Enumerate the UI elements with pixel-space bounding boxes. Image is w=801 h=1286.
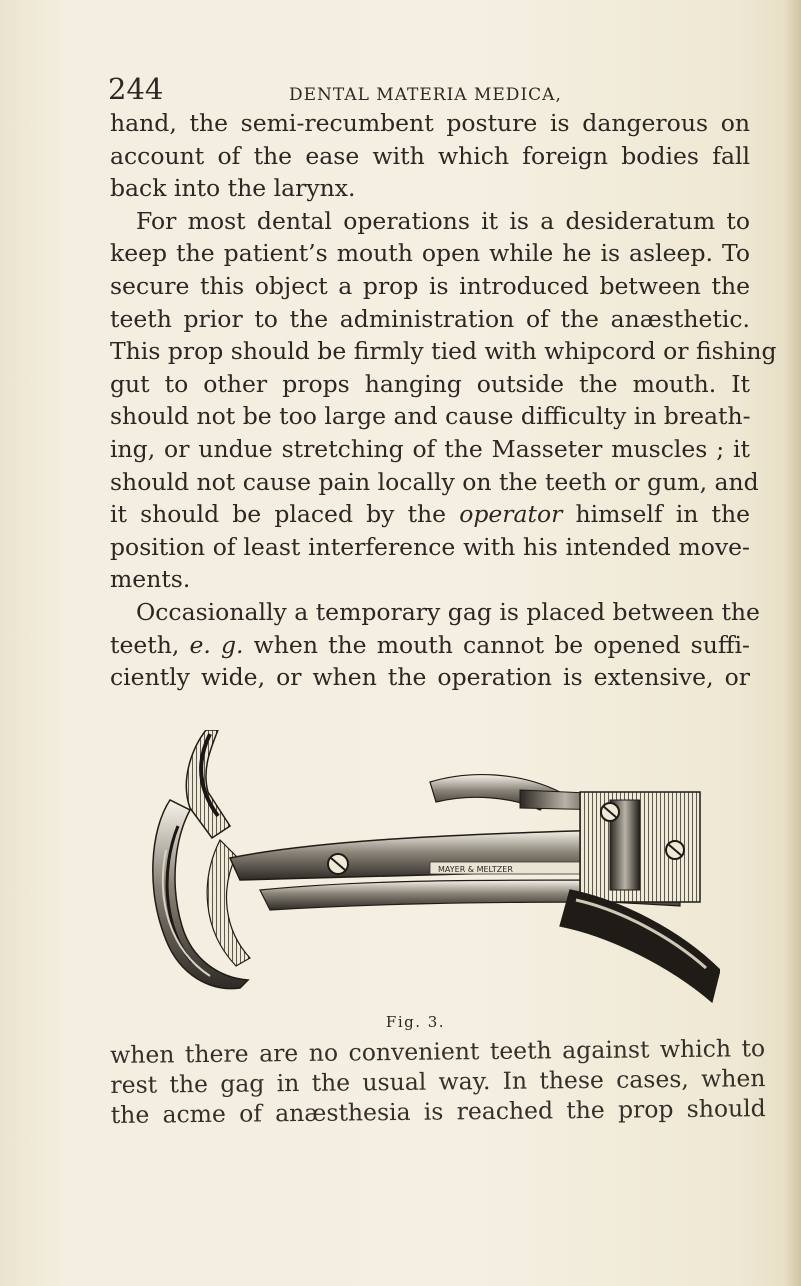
italic-eg: e. g.: [189, 630, 244, 659]
text-line: secure this object a prop is introduced between the: [110, 271, 750, 300]
text-line: ing, or undue stretching of the Masseter muscles ; it: [110, 434, 750, 463]
text-line-with-italic: it should be placed by the operator himself in the: [110, 500, 750, 529]
text-line: ments.: [110, 565, 191, 594]
text-line: For most dental operations it is a desideratum to: [136, 206, 750, 235]
page-edge-shadow: [785, 0, 801, 1286]
page-number: 244: [108, 72, 164, 106]
figure-mouth-gag: [140, 730, 720, 1006]
text-line: Occasionally a temporary gag is placed between the: [136, 597, 760, 626]
text-line: This prop should be firmly tied with whipcord or fishing: [110, 337, 777, 366]
text-line: rest the gag in the usual way. In these cases, when: [110, 1064, 766, 1099]
mouth-gag-illustration: [140, 730, 720, 1006]
running-head: DENTAL MATERIA MEDICA,: [289, 85, 562, 105]
text-line: account of the ease with which foreign bodies fall: [110, 141, 750, 170]
text-line: when there are no convenient teeth against which to: [110, 1034, 766, 1069]
italic-operator: operator: [459, 500, 563, 529]
text-line: should not be too large and cause difficulty in breath-: [110, 402, 751, 431]
text-line: teeth prior to the administration of the anæsthetic.: [110, 304, 750, 333]
text-line: keep the patient’s mouth open while he is asleep. To: [110, 239, 750, 268]
page-header: [108, 72, 748, 112]
engraved-label: MAYER & MELTZER: [438, 865, 513, 874]
text-line-with-italic: teeth, e. g. when the mouth cannot be opened suffi-: [110, 630, 750, 659]
text-line: the acme of anæsthesia is reached the prop should: [110, 1094, 766, 1129]
text-line: ciently wide, or when the operation is extensive, or: [110, 663, 750, 692]
text-line: gut to other props hanging outside the mouth. It: [110, 369, 750, 398]
text-line: position of least interference with his intended move-: [110, 532, 750, 561]
text-line: should not cause pain locally on the teeth or gum, and: [110, 467, 759, 496]
text-line: hand, the semi-recumbent posture is dangerous on: [110, 109, 750, 137]
figure-caption: Fig. 3.: [385, 1013, 446, 1031]
continuation-text: [110, 1033, 766, 1130]
body-text: [110, 107, 777, 694]
text-line: back into the larynx.: [110, 174, 356, 203]
